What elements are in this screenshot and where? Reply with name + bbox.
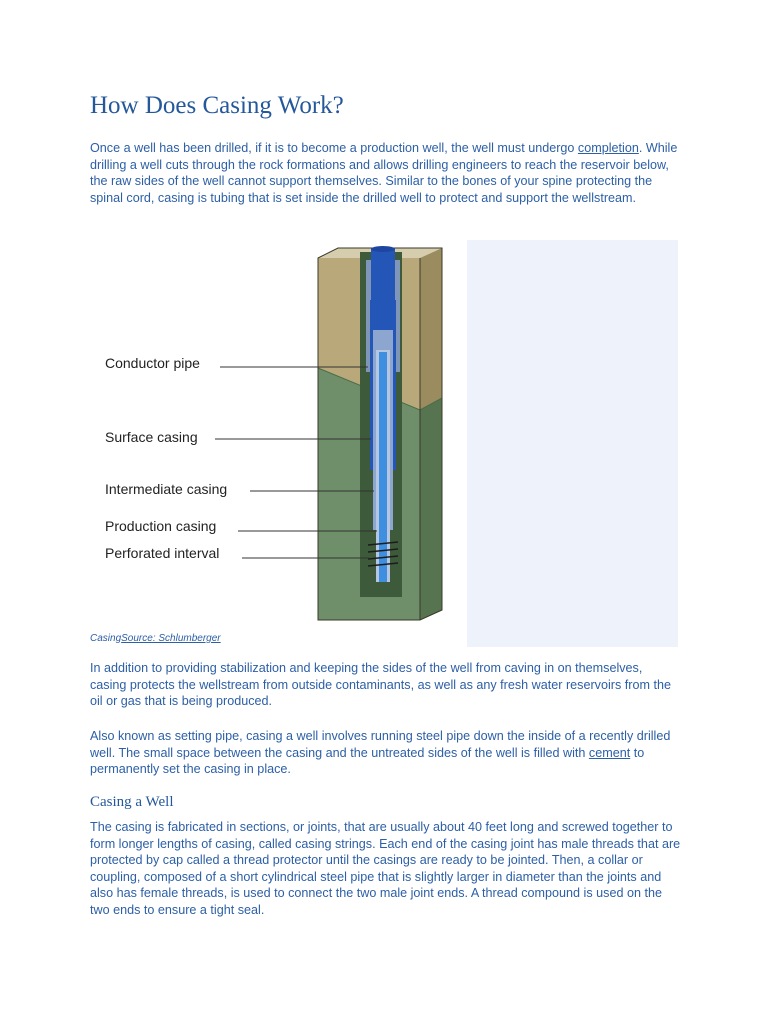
label-production-casing: Production casing	[105, 518, 217, 534]
topsoil-side	[420, 248, 442, 410]
para3-text-before: Also known as setting pipe, casing a well involves running steel pipe down the inside of a recently drilled well. The small space between the casing and the untreated sides of the well is filled with	[90, 729, 671, 760]
stabilization-paragraph: In addition to providing stabilization and keeping the sides of the well from caving in on themselves, casing protects the wellstream from outside contaminants, as well as any fresh water reservoirs from the oil or gas that is being produced.	[90, 661, 671, 709]
intro-text-before: Once a well has been drilled, if it is to become a production well, the well must undergo	[90, 141, 578, 155]
label-conductor-pipe: Conductor pipe	[105, 355, 200, 371]
page-title: How Does Casing Work?	[90, 92, 344, 119]
figure-caption	[90, 633, 221, 644]
label-intermediate-casing: Intermediate casing	[105, 481, 228, 497]
caption-lead: Casing	[90, 633, 122, 644]
completion-link[interactable]: completion	[577, 141, 639, 155]
rock-side	[420, 398, 442, 620]
label-perforated-interval: Perforated interval	[105, 545, 220, 561]
figure-background-panel	[467, 240, 678, 647]
label-surface-casing: Surface casing	[105, 429, 198, 445]
wellhead-tubing	[371, 248, 395, 303]
tubing	[379, 352, 387, 582]
fabrication-paragraph: The casing is fabricated in sections, or joints, that are usually about 40 feet long and screwed together to form longer lengths of casing, called casing strings. Each end of the casing joint has male threads that are protected by cap called a thread protector until the casings are ready to be jointed. Then, a collar or coupling, composed of a short cylindrical steel pipe that is slightly larger in diameter than the joints and also has female threads, is used to connect the two male joint ends. A thread compound is used on the two ends to ensure a tight seal.	[90, 820, 681, 917]
intro-paragraph	[90, 140, 682, 206]
caption-credit-link[interactable]: Source: Schlumberger	[121, 633, 221, 644]
intro-text-after: . While drilling a well cuts through the rock formations and allows drilling engineers to reach the reservoir below, the raw sides of the well cannot support themselves. Similar to the bones of your spine protecting the spinal cord, casing is tubing that is set inside the drilled well to protect and support the wellstream.	[90, 141, 678, 205]
setting-pipe-paragraph	[90, 728, 682, 778]
cement-link[interactable]: cement	[588, 745, 631, 760]
para3-text-after: to permanently set the casing in place.	[90, 745, 645, 777]
section-heading-casing-a-well: Casing a Well	[90, 794, 174, 810]
